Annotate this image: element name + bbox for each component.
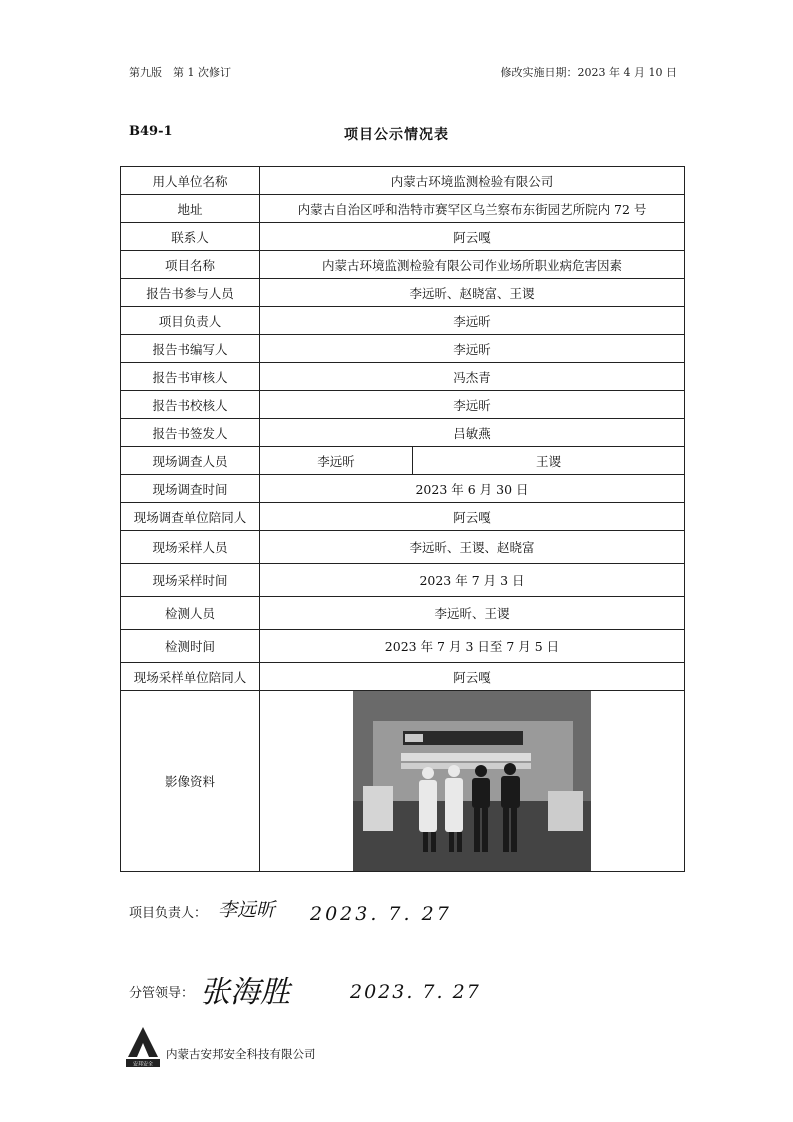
row-label: 报告书审核人 xyxy=(121,363,260,391)
project-lead-signature xyxy=(218,892,452,928)
supervisor-label: 分管领导： xyxy=(129,986,195,1001)
table-row xyxy=(121,195,685,223)
table-row xyxy=(121,391,685,419)
supervisor-signature xyxy=(200,968,481,1012)
row-label: 现场调查单位陪同人 xyxy=(121,503,260,531)
table-row-survey-staff xyxy=(121,447,685,475)
row-label: 用人单位名称 xyxy=(121,167,260,195)
table-row xyxy=(121,223,685,251)
row-label: 报告书校核人 xyxy=(121,391,260,419)
table-row-photo xyxy=(121,691,685,872)
site-photo xyxy=(353,691,591,871)
table-row xyxy=(121,663,685,691)
footer-company-name: 内蒙古安邦安全科技有限公司 xyxy=(166,1047,316,1061)
table-row xyxy=(121,531,685,564)
row-value: 李远昕 xyxy=(260,391,685,419)
header-effective-date: 修改实施日期：2023 年 4 月 10 日 xyxy=(500,66,677,79)
table-row xyxy=(121,475,685,503)
row-value: 李远昕、王谡、赵晓富 xyxy=(260,531,685,564)
table-row xyxy=(121,251,685,279)
row-label: 地址 xyxy=(121,195,260,223)
row-label: 影像资料 xyxy=(121,691,260,872)
survey-person-1: 李远昕 xyxy=(260,447,413,475)
row-label: 检测人员 xyxy=(121,597,260,630)
table-row xyxy=(121,167,685,195)
row-value: 阿云嘎 xyxy=(260,663,685,691)
row-label: 现场采样时间 xyxy=(121,564,260,597)
row-value: 2023 年 6 月 30 日 xyxy=(260,475,685,503)
row-value: 吕敏燕 xyxy=(260,419,685,447)
svg-text:2023. 7. 27: 2023. 7. 27 xyxy=(350,981,481,1003)
row-label: 联系人 xyxy=(121,223,260,251)
project-info-table xyxy=(120,166,685,872)
row-value: 内蒙古环境监测检验有限公司作业场所职业病危害因素 xyxy=(260,251,685,279)
table-row xyxy=(121,503,685,531)
page-title: 项目公示情况表 xyxy=(344,127,449,143)
row-label: 现场调查人员 xyxy=(121,447,260,475)
svg-text:安邦安全: 安邦安全 xyxy=(132,1061,154,1068)
row-value: 2023 年 7 月 3 日 xyxy=(260,564,685,597)
svg-text:2023. 7. 27: 2023. 7. 27 xyxy=(310,903,452,925)
table-row xyxy=(121,307,685,335)
project-lead-label: 项目负责人： xyxy=(129,906,208,921)
company-logo-icon xyxy=(125,1025,161,1069)
table-row xyxy=(121,597,685,630)
row-value: 阿云嘎 xyxy=(260,503,685,531)
header-version: 第九版 第 1 次修订 xyxy=(129,66,231,79)
row-label: 现场调查时间 xyxy=(121,475,260,503)
table-row xyxy=(121,564,685,597)
table-row xyxy=(121,363,685,391)
row-value: 内蒙古自治区呼和浩特市赛罕区乌兰察布东街园艺所院内 72 号 xyxy=(260,195,685,223)
row-label: 项目负责人 xyxy=(121,307,260,335)
row-label: 报告书参与人员 xyxy=(121,279,260,307)
row-value: 李远昕 xyxy=(260,307,685,335)
svg-text:李远昕: 李远昕 xyxy=(218,899,276,921)
table-row xyxy=(121,419,685,447)
svg-text:张海胜: 张海胜 xyxy=(200,975,290,1010)
row-label: 报告书编写人 xyxy=(121,335,260,363)
row-value: 李远昕、赵晓富、王谡 xyxy=(260,279,685,307)
row-value: 李远昕 xyxy=(260,335,685,363)
row-value: 内蒙古环境监测检验有限公司 xyxy=(260,167,685,195)
table-row xyxy=(121,279,685,307)
table-row xyxy=(121,335,685,363)
row-value: 阿云嘎 xyxy=(260,223,685,251)
row-value: 2023 年 7 月 3 日至 7 月 5 日 xyxy=(260,630,685,663)
row-label: 项目名称 xyxy=(121,251,260,279)
photo-cell xyxy=(260,691,685,872)
row-label: 检测时间 xyxy=(121,630,260,663)
table-row xyxy=(121,630,685,663)
form-code: B49-1 xyxy=(129,124,173,139)
survey-person-2: 王谡 xyxy=(413,447,685,475)
row-label: 现场采样单位陪同人 xyxy=(121,663,260,691)
row-value: 冯杰青 xyxy=(260,363,685,391)
row-label: 现场采样人员 xyxy=(121,531,260,564)
row-value: 李远昕、王谡 xyxy=(260,597,685,630)
row-label: 报告书签发人 xyxy=(121,419,260,447)
